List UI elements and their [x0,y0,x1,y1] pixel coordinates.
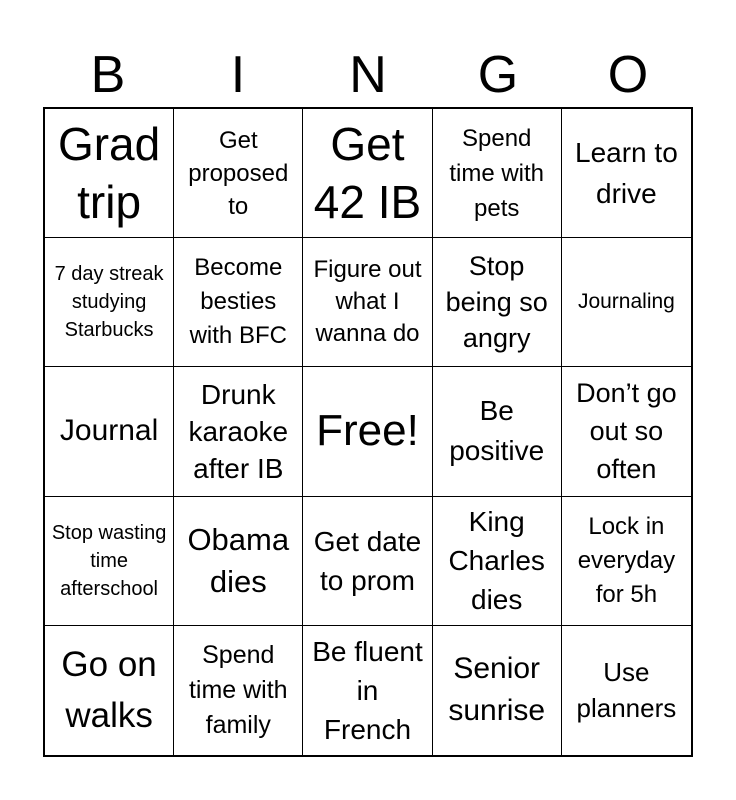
bingo-cell-i3[interactable] [174,367,303,496]
bingo-cell-g1[interactable] [433,109,562,238]
cell-label: Journal [59,414,159,448]
bingo-cell-o4[interactable] [562,497,691,626]
bingo-board [43,107,693,757]
cell-label: Figure out what I wanna do [313,256,422,348]
cell-label: Get date to prom [313,525,422,596]
bingo-header [43,44,693,106]
header-letter-b: B [90,46,126,104]
header-letter-g: G [477,46,519,104]
bingo-cell-n4[interactable] [303,497,432,626]
header-letter-n: N [349,46,387,104]
bingo-cell-i5[interactable] [174,626,303,755]
cell-label: Don’t go out so often [576,378,677,485]
cell-label: Spend time with pets [449,124,545,222]
cell-label: Spend time with family [188,640,288,739]
cell-label: King Charles dies [448,506,545,616]
free-space-label: Free! [316,406,419,456]
cell-label: Lock in everyday for 5h [577,512,676,608]
cell-label: Be fluent in French [312,635,423,745]
bingo-cell-i1[interactable] [174,109,303,238]
bingo-cell-n2[interactable] [303,238,432,367]
cell-label: Stop wasting time afterschool [51,521,167,600]
bingo-cell-n3[interactable] [303,367,432,496]
cell-label: Drunk karaoke after IB [188,378,289,484]
bingo-cell-b2[interactable] [45,238,174,367]
bingo-cell-b3[interactable] [45,367,174,496]
bingo-cell-i2[interactable] [174,238,303,367]
cell-label: Stop being so angry [445,251,548,354]
cell-label: 7 day streak studying Starbucks [54,263,164,342]
bingo-cell-o5[interactable] [562,626,691,755]
cell-label: Grad trip [57,118,161,229]
bingo-cell-i4[interactable] [174,497,303,626]
bingo-cell-g5[interactable] [433,626,562,755]
cell-label: Journaling [577,290,675,314]
cell-label: Become besties with BFC [189,254,287,350]
cell-label: Use planners [576,657,677,724]
cell-label: Obama dies [187,521,290,599]
bingo-cell-o3[interactable] [562,367,691,496]
cell-label: Senior sunrise [448,652,546,728]
cell-label: Be positive [449,395,545,467]
header-letter-i: I [230,46,246,104]
bingo-cell-b5[interactable] [45,626,174,755]
bingo-cell-o2[interactable] [562,238,691,367]
cell-label: Get proposed to [188,126,289,220]
bingo-cell-g2[interactable] [433,238,562,367]
cell-label: Go on walks [61,645,157,736]
bingo-cell-g4[interactable] [433,497,562,626]
bingo-cell-b4[interactable] [45,497,174,626]
bingo-cell-g3[interactable] [433,367,562,496]
bingo-cell-n1[interactable] [303,109,432,238]
bingo-cell-b1[interactable] [45,109,174,238]
header-letter-o: O [607,46,649,104]
cell-label: Get 42 IB [313,118,422,229]
cell-label: Learn to drive [575,137,678,210]
bingo-cell-n5[interactable] [303,626,432,755]
bingo-cell-o1[interactable] [562,109,691,238]
